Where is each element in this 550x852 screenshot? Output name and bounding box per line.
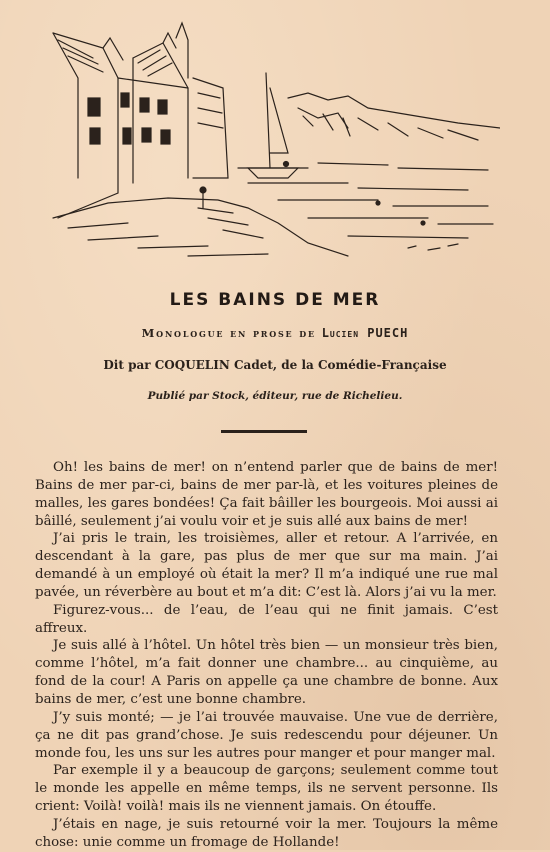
divider-rule	[221, 430, 307, 433]
publisher-line: Publié par Stock, éditeur, rue de Richelieu.	[147, 390, 403, 402]
paragraph: Par exemple il y a beaucoup de garçons; seulement comme tout le monde les appelle en même temps, ils ne servent personne. Ils crient: Voilà! voilà! mais ils ne viennent jamais. On étouffe.	[35, 763, 498, 815]
performer-line: Dit par COQUELIN Cadet, de la Comédie-Française	[103, 358, 447, 372]
paragraph: Oh! les bains de mer! on n’entend parler que de bains de mer! Bains de mer par-ci, bains de mer par-là, et les voitures pleines de malles, les gares bondées! Ça fait bâiller les bourgeois. Moi aussi ai bâillé, seulement j’ai voulu voir et je suis allé aux bains de mer!	[35, 460, 498, 529]
paragraph: Je suis allé à l’hôtel. Un hôtel très bien — un monsieur très bien, comme l’hôtel, m’a fait donner une chambre... au cinquième, au fond de la cour! A Paris on appelle ça une chambre de bonne. Aux bains de mer, c’est une bonne chambre.	[35, 638, 498, 707]
seaside-town-engraving-icon	[48, 18, 500, 263]
monologue-text	[35, 459, 498, 852]
paragraph: Figurez-vous... de l’eau, de l’eau qui ne finit jamais. C’est affreux.	[35, 602, 498, 636]
paragraph: J’ai pris le train, les troisièmes, aller et retour. A l’arrivée, en descendant à la gare, pas plus de mer que sur ma main. J’ai demandé à un employé où était la mer? Il m’a indiqué une rue mal pavée, un réverbère au bout et m’a dit: C’est là. Alors j’ai vu la mer.	[35, 531, 498, 600]
page-title: LES BAINS DE MER	[169, 290, 381, 310]
paragraph: J’y suis monté; — je l’ai trouvée mauvaise. Une vue de derrière, ça ne dit pas grand’chose. Je suis redescendu pour déjeuner. Un monde fou, les uns sur les autres pour manger et pour manger mal.	[35, 709, 498, 761]
author-name: Lucien PUECH	[321, 326, 409, 340]
subtitle-prefix: Monologue en prose de	[141, 326, 322, 340]
subtitle	[0, 326, 550, 340]
paragraph: J’étais en nage, je suis retourné voir la mer. Toujours la même chose: unie comme un fromage de Hollande!	[35, 816, 498, 850]
